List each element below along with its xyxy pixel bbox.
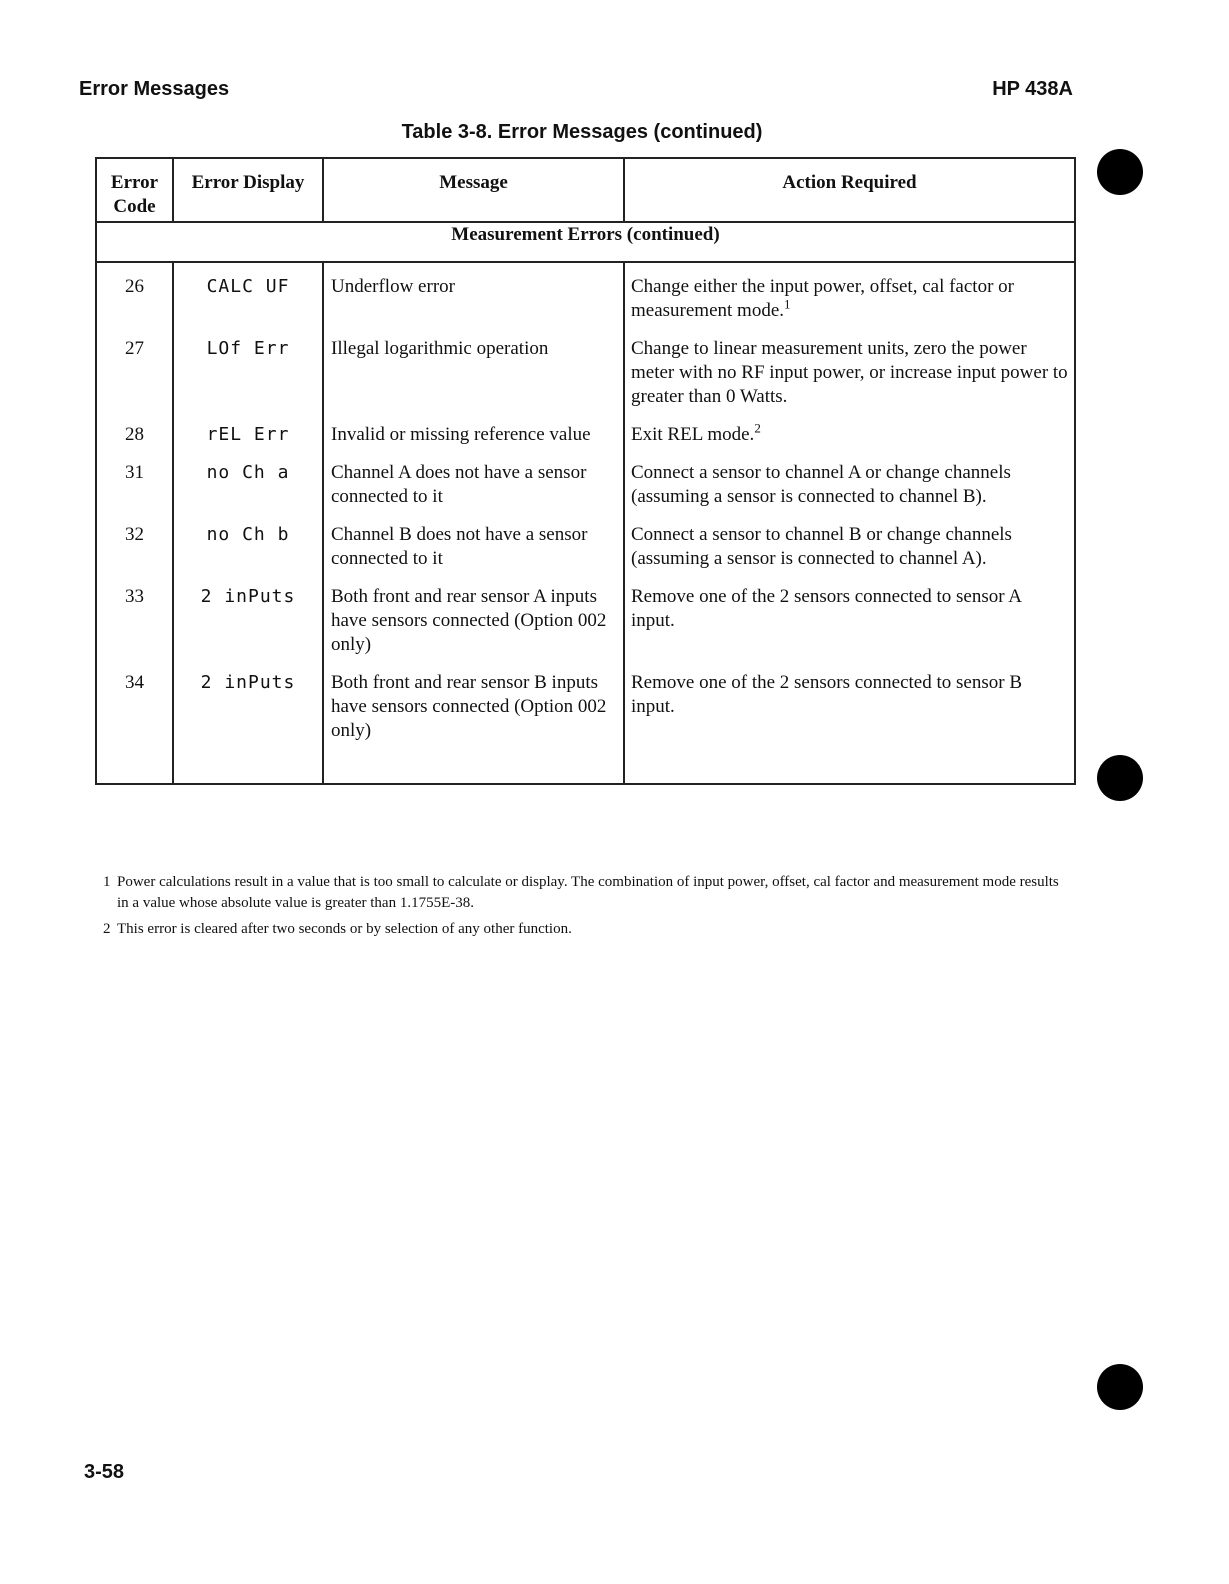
- table-row: [96, 262, 1075, 337]
- action-required: Change to linear measurement units, zero the power meter with no RF input power, or increase input power to greater than 0 Watts.: [624, 337, 1075, 423]
- error-message: Channel A does not have a sensor connected to it: [323, 461, 624, 523]
- table-row: [96, 461, 1075, 523]
- table-row: [96, 585, 1075, 671]
- error-message: Channel B does not have a sensor connected to it: [323, 523, 624, 585]
- error-message: Illegal logarithmic operation: [323, 337, 624, 423]
- error-display: 2 inPuts: [173, 585, 323, 671]
- table-row: [96, 523, 1075, 585]
- binder-hole-icon: [1097, 755, 1143, 801]
- footnote-text: This error is cleared after two seconds or by selection of any other function.: [117, 921, 572, 937]
- table-row: [96, 671, 1075, 784]
- footnote-ref: 2: [754, 420, 761, 436]
- footnote: [103, 872, 1063, 914]
- error-message: Invalid or missing reference value: [323, 423, 624, 461]
- section-row: [96, 222, 1075, 262]
- footnote-ref: 1: [784, 296, 791, 312]
- action-required: Remove one of the 2 sensors connected to sensor B input.: [624, 671, 1075, 784]
- error-display: 2 inPuts: [173, 671, 323, 784]
- error-display: no Ch b: [173, 523, 323, 585]
- error-messages-table: [95, 157, 1076, 785]
- error-message: Both front and rear sensor B inputs have sensors connected (Option 002 only): [323, 671, 624, 784]
- error-display: LOf Err: [173, 337, 323, 423]
- section-title: Error Messages: [79, 78, 230, 100]
- error-code: 26: [96, 262, 173, 337]
- model-name: HP 438A: [992, 78, 1073, 100]
- binder-hole-icon: [1097, 1364, 1143, 1410]
- table-title: Table 3-8. Error Messages (continued): [401, 121, 763, 143]
- error-code: 32: [96, 523, 173, 585]
- table-row: [96, 337, 1075, 423]
- error-code: 28: [96, 423, 173, 461]
- footnote-text: Power calculations result in a value that is too small to calculate or display. The combination of input power, offset, cal factor and measurement mode results in a value whose absolute value is greater than 1.1755E-38.: [117, 874, 1059, 911]
- binder-hole-icon: [1097, 149, 1143, 195]
- action-text: Exit REL mode.: [631, 424, 755, 445]
- column-header-error-display: Error Display: [173, 158, 323, 222]
- action-required: Connect a sensor to channel B or change channels (assuming a sensor is connected to channel A).: [624, 523, 1075, 585]
- error-display: rEL Err: [173, 423, 323, 461]
- section-label: Measurement Errors (continued): [96, 222, 1075, 262]
- action-required: [624, 420, 1075, 461]
- footnotes: [103, 872, 1063, 945]
- footnote-number: 1: [103, 874, 111, 890]
- footnote-number: 2: [103, 921, 111, 937]
- action-required: Remove one of the 2 sensors connected to sensor A input.: [624, 585, 1075, 671]
- error-message: Both front and rear sensor A inputs have sensors connected (Option 002 only): [323, 585, 624, 671]
- column-header-message: Message: [323, 158, 624, 222]
- column-header-error-code: Error Code: [96, 158, 173, 222]
- page-number: 3-58: [84, 1461, 125, 1483]
- action-text: Change either the input power, offset, cal factor or measurement mode.: [631, 276, 1014, 321]
- table-header-row: [96, 158, 1075, 222]
- error-message: Underflow error: [323, 262, 624, 337]
- error-code: 34: [96, 671, 173, 784]
- error-code: 27: [96, 337, 173, 423]
- action-required: [624, 262, 1075, 337]
- footnote: [103, 919, 1063, 940]
- error-code: 31: [96, 461, 173, 523]
- error-code: 33: [96, 585, 173, 671]
- table-row: [96, 423, 1075, 461]
- column-header-action-required: Action Required: [624, 158, 1075, 222]
- error-display: CALC UF: [173, 262, 323, 337]
- action-required: Connect a sensor to channel A or change channels (assuming a sensor is connected to channel B).: [624, 461, 1075, 523]
- error-display: no Ch a: [173, 461, 323, 523]
